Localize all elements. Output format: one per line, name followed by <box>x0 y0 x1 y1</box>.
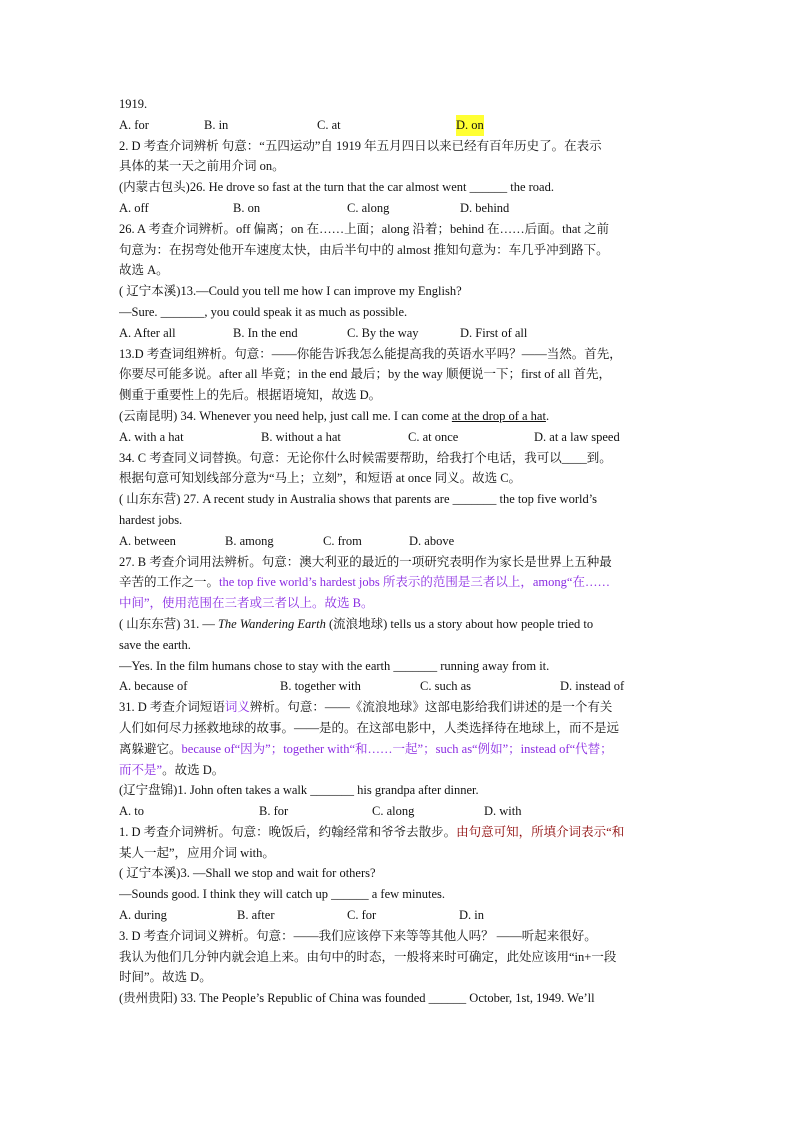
text-line: hardest jobs. <box>119 512 183 527</box>
option: A. during <box>119 908 167 923</box>
option: B. in <box>204 117 229 132</box>
text-line: —Sounds good. I think they will catch up ______ a few minutes. <box>119 887 446 902</box>
option: A. with a hat <box>119 429 184 444</box>
option: D. behind <box>460 200 510 215</box>
option: D. First of all <box>460 325 528 340</box>
option: A. After all <box>119 325 176 340</box>
text-line: 人们如何尽力拯救地球的故事。——是的。在这部电影中，人类选择待在地球上，而不是远 <box>119 720 620 735</box>
option: D. in <box>459 908 484 923</box>
option: C. along <box>347 200 390 215</box>
options-row <box>119 323 679 344</box>
text-line: —Sure. _______, you could speak it as much as possible. <box>119 304 408 319</box>
option: A. because of <box>119 679 188 694</box>
question-line: ( 辽宁本溪)13.—Could you tell me how I can improve my English? <box>119 284 462 299</box>
question-line: (辽宁盘锦)1. John often takes a walk _______ his grandpa after dinner. <box>119 783 479 798</box>
text-span: 辨析。句意：——《流浪地球》这部电影给我们讲述的是一个有关 <box>249 700 613 715</box>
option: C. for <box>347 908 377 923</box>
option: C. along <box>372 804 415 819</box>
italic-title: The Wandering Earth <box>217 616 326 631</box>
option: C. By the way <box>347 325 419 340</box>
colored-text: the top five world’s hardest jobs 所表示的范围是三者以上，among“在…… <box>219 575 610 590</box>
colored-text: 词义 <box>224 700 250 715</box>
option: D. at a law speed <box>534 429 620 444</box>
option: D. above <box>409 533 455 548</box>
text-line: save the earth. <box>119 637 191 652</box>
text-span: ( 山东东营) 31. — <box>119 616 218 631</box>
option: B. In the end <box>233 325 298 340</box>
options-row <box>119 676 679 697</box>
text-line <box>119 739 679 760</box>
option: A. for <box>119 117 149 132</box>
text-span: 离躲避它。 <box>119 741 182 756</box>
option: B. among <box>225 533 274 548</box>
text-line: 根据句意可知划线部分意为“马上；立刻”，和短语 at once 同义。故选 C。 <box>119 471 522 486</box>
text-line: 故选 A。 <box>119 263 169 278</box>
option: B. together with <box>280 679 361 694</box>
text-span: 31. D 考查介词短语 <box>119 700 225 715</box>
option: C. at once <box>408 429 459 444</box>
underlined-phrase: at the drop of a hat <box>451 408 546 423</box>
options-row <box>119 905 679 926</box>
question-line <box>119 614 679 635</box>
question-line: (贵州贵阳) 33. The People’s Republic of China was founded ______ October, 1st, 1949. We’ll <box>119 991 595 1006</box>
option: C. such as <box>420 679 472 694</box>
text-span: 辛苦的工作之一。 <box>119 575 220 590</box>
text-line: —Yes. In the film humans chose to stay with the earth _______ running away from it. <box>119 658 550 673</box>
text-span: . <box>545 408 550 423</box>
option: B. for <box>259 804 289 819</box>
question-line: (内蒙古包头)26. He drove so fast at the turn that the car almost went ______ the road. <box>119 180 554 195</box>
option: B. without a hat <box>261 429 341 444</box>
text-line: 26. A 考查介词辨析。off 偏离；on 在……上面；along 沿着；behind 在……后面。that 之前 <box>119 221 610 236</box>
text-line: 侧重于重要性上的先后。根据语境知，故选 D。 <box>119 388 382 403</box>
text-span: 1. D 考查介词辨析。句意：晚饭后，约翰经常和爷爷去散步。 <box>119 824 457 839</box>
text-line: 我认为他们几分钟内就会追上来。由句中的时态，一般将来时可确定，此处应该用“in+一段 <box>119 949 617 964</box>
option: D. instead of <box>560 679 625 694</box>
text-line <box>119 572 679 593</box>
text-line: 3. D 考查介词词义辨析。句意：——我们应该停下来等等其他人吗？ ——听起来很好。 <box>119 928 597 943</box>
question-line: ( 山东东营) 27. A recent study in Australia shows that parents are _______ the top five world’s <box>119 492 598 507</box>
option: C. at <box>317 117 341 132</box>
document-page <box>119 94 679 1009</box>
text-line: 13.D 考查词组辨析。句意：——你能告诉我怎么能提高我的英语水平吗？——当然。首先， <box>119 346 622 361</box>
text-span: (云南昆明) 34. Whenever you need help, just call me. I can come <box>119 408 452 423</box>
text-line: 中间”，使用范围在三者或三者以上。故选 B。 <box>119 596 374 611</box>
colored-text: because of“因为”；together with“和……一起”；such as“例如”；instead of“代替； <box>181 741 613 756</box>
option: C. from <box>323 533 362 548</box>
text-span: (流浪地球) tells us a story about how people tried to <box>325 616 594 631</box>
colored-text: 而不是” <box>119 762 163 777</box>
option: B. on <box>233 200 261 215</box>
text-line <box>119 697 679 718</box>
options-row <box>119 531 679 552</box>
options-row <box>119 427 679 448</box>
text-line <box>119 760 679 781</box>
text-line: 某人一起”，应用介词 with。 <box>119 845 275 860</box>
option: B. after <box>237 908 275 923</box>
text-line: 具体的某一天之前用介词 on。 <box>119 159 285 174</box>
text-line: 34. C 考查同义词替换。句意：无论你什么时候需要帮助，给我打个电话，我可以____到。 <box>119 450 612 465</box>
option: A. off <box>119 200 149 215</box>
option: A. between <box>119 533 176 548</box>
text-line: 你要尽可能多说。after all 毕竟；in the end 最后；by the way 顺便说一下；first of all 首先， <box>119 367 611 382</box>
question-line: ( 辽宁本溪)3. —Shall we stop and wait for others? <box>119 866 376 881</box>
option-answer-highlight: D. on <box>456 115 484 136</box>
text-line: 2. D 考查介词辨析 句意：“五四运动”自 1919 年五月四日以来已经有百年历史了。在表示 <box>119 138 602 153</box>
text-line: 时间”。故选 D。 <box>119 970 212 985</box>
text-line: 1919. <box>119 97 148 111</box>
text-line: 句意为：在拐弯处他开车速度太快，由后半句中的 almost 推知句意为：车几乎冲到路下。 <box>119 242 609 257</box>
option: D. with <box>484 804 522 819</box>
text-line <box>119 822 679 843</box>
text-span: 。故选 D。 <box>162 762 225 777</box>
option: A. to <box>119 804 144 819</box>
options-row <box>119 198 679 219</box>
question-line <box>119 406 679 427</box>
options-row <box>119 801 679 822</box>
colored-text: 由句意可知，所填介词表示“和 <box>456 824 625 839</box>
text-line: 27. B 考查介词用法辨析。句意：澳大利亚的最近的一项研究表明作为家长是世界上五种最 <box>119 554 612 569</box>
options-row <box>119 115 679 136</box>
